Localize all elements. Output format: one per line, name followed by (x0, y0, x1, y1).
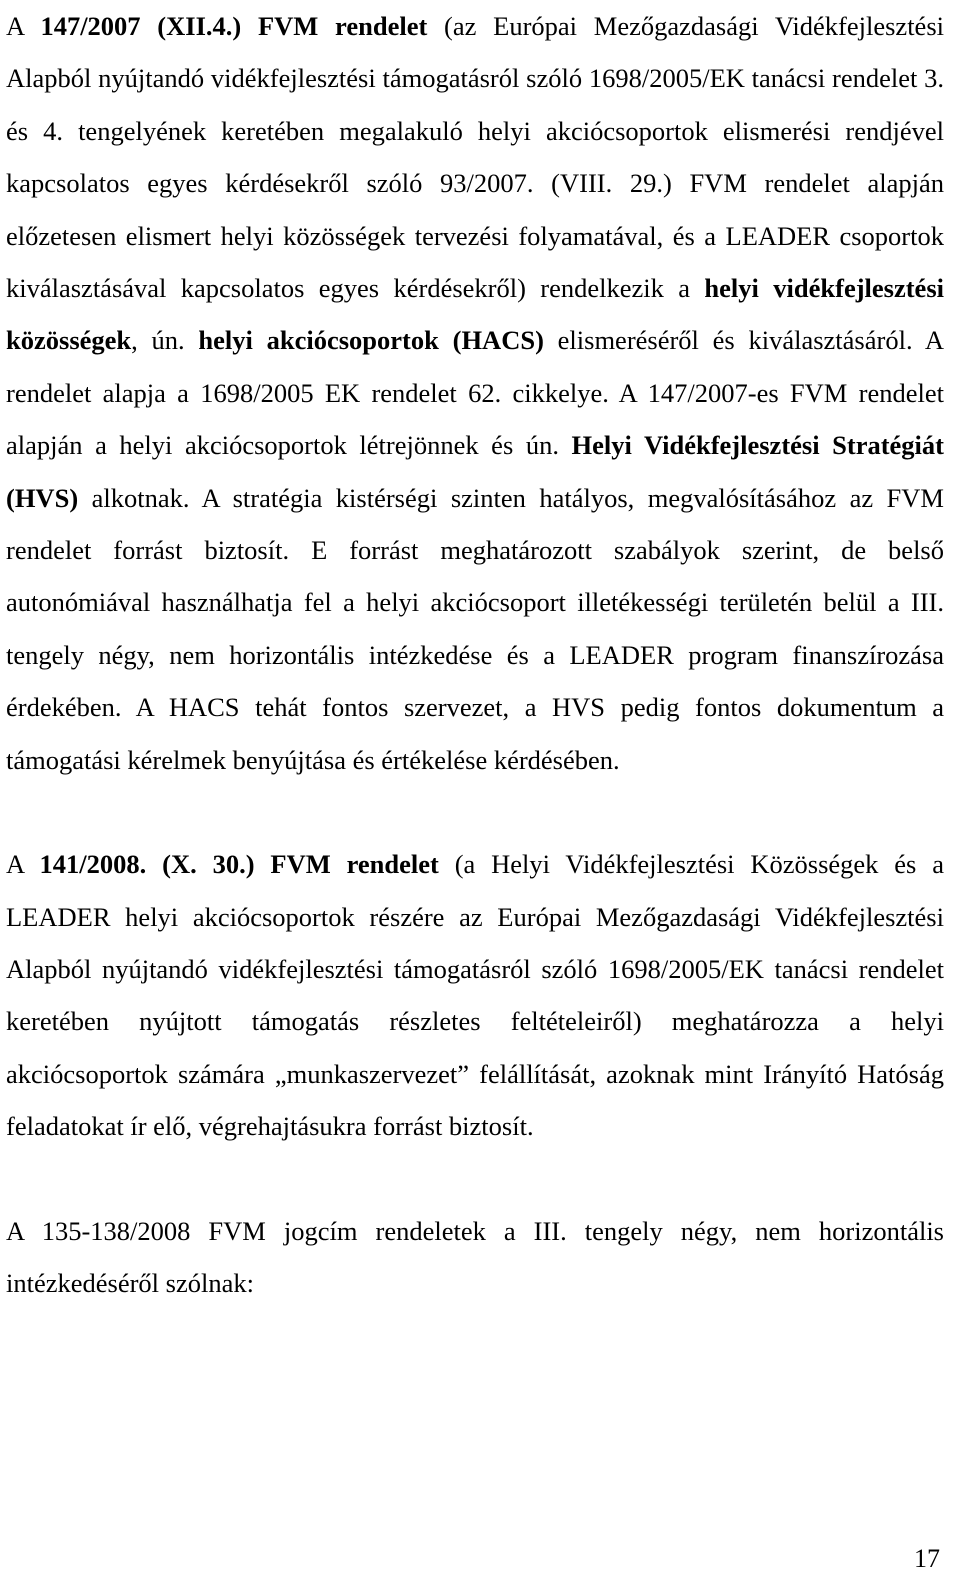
text-run: A (6, 849, 40, 880)
paragraph-work-organization-regulation (6, 838, 944, 1152)
document-body (6, 0, 944, 1309)
text-run: elismeréséről és kiválasztásáról. A rendelet alapja a 1698/2005 EK rendelet 62. cikkelye. A 147/2007-es FVM rendelet alapján a helyi akciócsoportok létrejönnek és ún. (6, 325, 944, 461)
term-bold: helyi akciócsoportok (HACS) (198, 325, 544, 356)
page-number: 17 (914, 1544, 940, 1573)
text-run: A 135-138/2008 FVM jogcím rendeletek a III. tengely négy, nem horizontális intézkedéséről szólnak: (6, 1215, 944, 1298)
text-run: A (6, 11, 41, 41)
text-run: alkotnak. A stratégia kistérségi szinten hatályos, megvalósításához az FVM rendelet forrást biztosít. E forrást meghatározott szabályok szerint, de belső autonómiával használhatja fel a helyi akciócsoport illetékességi területén belül a III. tengely négy, nem horizontális intézkedése és a LEADER program finanszírozása érdekében. A HACS tehát fontos szervezet, a HVS pedig fontos dokumentum a támogatási kérelmek benyújtása és értékelése kérdésében. (6, 482, 944, 775)
text-run: , ún. (131, 325, 199, 356)
paragraph-axis-three-regulations (6, 1205, 944, 1310)
text-run: (a Helyi Vidékfejlesztési Közösségek és a LEADER helyi akciócsoportok részére az Európai Mezőgazdasági Vidékfejlesztési Alapból nyújtandó vidékfejlesztési támogatásról szóló 1698/2005/EK tanácsi rendelet keretében nyújtott támogatás részletes feltételeiről) meghatározza a helyi akciócsoportok számára „munkaszervezet” felállítását, azoknak mint Irányító Hatóság feladatokat ír elő, végrehajtásukra forrást biztosít. (6, 849, 944, 1142)
term-bold: Helyi Vidékfejlesztési Stratégiát (HVS) (6, 430, 944, 513)
term-bold: helyi vidékfejlesztési közösségek (6, 273, 944, 356)
paragraph-hacs-regulation (6, 0, 944, 786)
regulation-reference-bold: 147/2007 (XII.4.) FVM rendelet (40, 11, 428, 41)
text-run: (az Európai Mezőgazdasági Vidékfejlesztési Alapból nyújtandó vidékfejlesztési támogatásról szóló 1698/2005/EK tanácsi rendelet 3. és 4. tengelyének keretében megalakuló helyi akciócsoportok elismerési rendjével kapcsolatos egyes kérdésekről szóló 93/2007. (VIII. 29.) FVM rendelet alapján előzetesen elismert helyi közösségek tervezési folyamatával, és a LEADER csoportok kiválasztásával kapcsolatos egyes kérdésekről) rendelkezik a (6, 11, 944, 304)
regulation-reference-bold: 141/2008. (X. 30.) FVM rendelet (39, 849, 439, 880)
